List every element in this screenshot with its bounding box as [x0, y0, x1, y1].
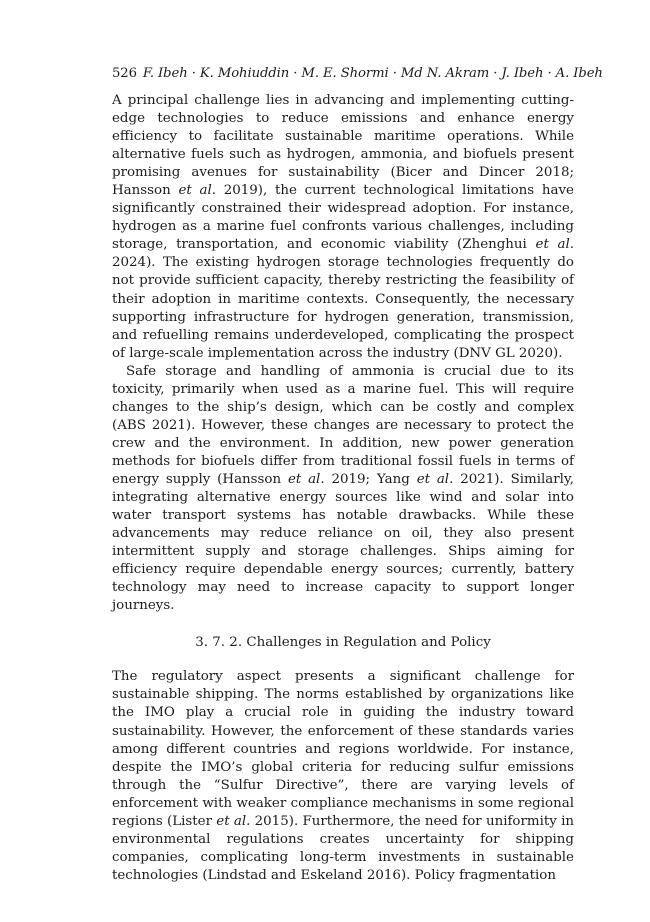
citation-etal: et al. [535, 237, 575, 253]
text-run: 2024). The existing hydrogen storage technologies frequently do not provide sufficient capacity, thereby restricting the feasibility of their adoption in maritime contexts. Consequently, the necessary supporting infrastructure for hydrogen generation, transmission, and refuelling remains underdeveloped, complicating the prospect of large-scale implementation across the industry (DNV GL 2020). [112, 255, 574, 361]
text-run: 2019; Yang [324, 471, 417, 487]
text-run: 2021). Similarly, integrating alternative energy sources like wind and solar into water transport systems has notable drawbacks. While these advancements may reduce reliance on oil, they also present intermittent supply and storage challenges. Ships aiming for efficiency require dependable energy sources; currently, battery technology may need to increase capacity to support longer journeys. [112, 471, 575, 614]
citation-etal: et al. [416, 471, 454, 487]
text-run: Safe storage and handling of ammonia is crucial due to its toxicity, primarily when used as a marine fuel. This will require changes to the ship’s design, which can be costly and complex (ABS 2021). However, these changes are necessary to protect the crew and the environment. In addition, new power generation methods for biofuels differ from traditional fossil fuels in terms of energy supply (Hansson [112, 363, 574, 487]
citation-etal: et al. [287, 471, 325, 487]
running-head [112, 66, 603, 81]
text-run: 2015). Furthermore, the need for uniformity in environmental regulations creates uncertainty for shipping companies, complicating long-term investments in sustainable technologies (Lindstad and Eskeland 2016). Policy fragmentation [112, 813, 574, 883]
paragraph-regulation [112, 668, 574, 885]
section-heading: 3. 7. 2. Challenges in Regulation and Policy [195, 635, 491, 651]
text-run: 2019), the current technological limitations have significantly constrained their widespread adoption. For instance, hydrogen as a marine fuel confronts various challenges, including storage, transportation, and economic viability (Zhenghui [112, 183, 574, 253]
text-run: The regulatory aspect presents a significant challenge for sustainable shipping. The norms established by organizations like the IMO play a crucial role in guiding the industry toward sustainability. However, the enforcement of these standards varies among different countries and regions worldwide. For instance, despite the IMO’s global criteria for reducing sulfur emissions through the “Sulfur Directive”, there are varying levels of enforcement with weaker compliance mechanisms in some regional regions (Lister [112, 669, 574, 829]
page-number: 526 [112, 66, 137, 81]
citation-etal: et al. [216, 813, 251, 829]
text-run: A principal challenge lies in advancing and implementing cutting-edge technologies to reduce emissions and enhance energy efficiency to facilitate sustainable maritime operations. While alternative fuels such as hydrogen, ammonia, and biofuels present promising avenues for sustainability (Bicer and Dincer 2018; Hansson [112, 93, 574, 199]
citation-etal: et al. [178, 183, 216, 199]
body-text [112, 92, 574, 885]
author-list: F. Ibeh · K. Mohiuddin · M. E. Shormi · Md N. Akram · J. Ibeh · A. Ibeh [142, 66, 603, 81]
paragraph-fuel-challenges [112, 92, 574, 363]
paragraph-ammonia-safety [112, 363, 574, 616]
